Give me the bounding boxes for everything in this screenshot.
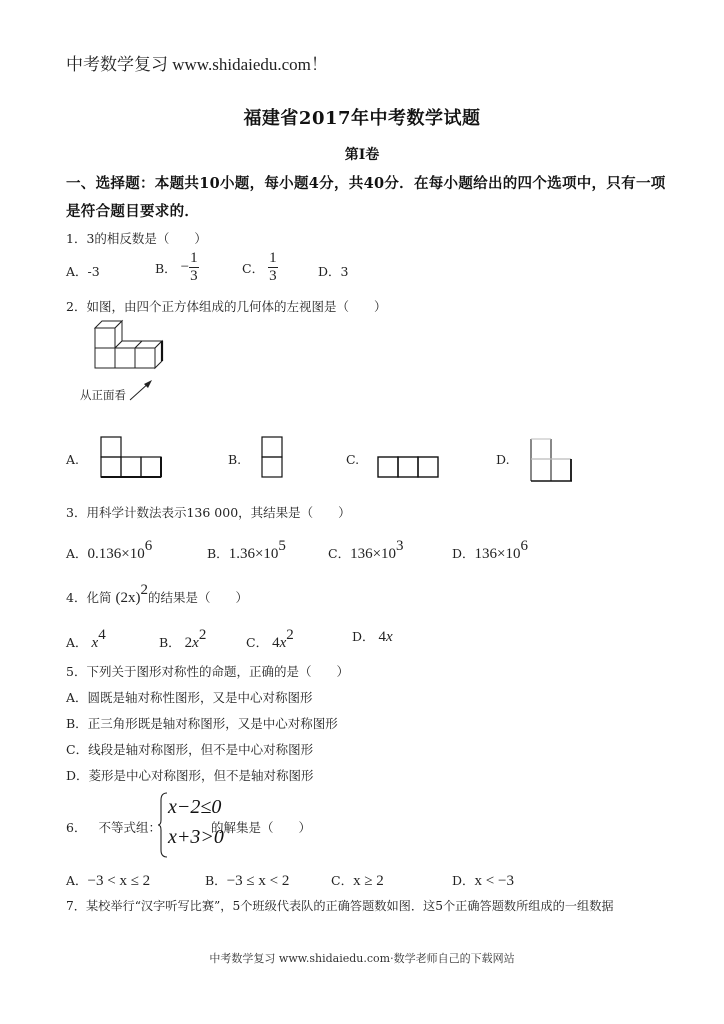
option-value: −3 ≤ x < 2 [226, 873, 290, 889]
brace-icon [158, 792, 168, 858]
fraction [268, 250, 278, 285]
option-label: B． [66, 716, 88, 731]
coefficient: 4 [272, 635, 280, 651]
option-label: D． [452, 546, 475, 561]
q5-option-a [66, 688, 313, 706]
question-stem: 如图，由四个正方体组成的几何体的左视图是（ ） [86, 299, 387, 314]
option-value: x < −3 [474, 873, 514, 889]
exponent: 5 [278, 538, 286, 554]
option-label: A． [66, 635, 88, 650]
option-value: 3 [340, 264, 349, 279]
question-number: 1． [66, 231, 87, 246]
option-label: B． [155, 260, 177, 276]
inequality-2: x+3>0 [168, 826, 224, 848]
denominator: 3 [269, 268, 277, 284]
exponent: 2 [198, 627, 207, 643]
option-value: -3 [87, 264, 100, 279]
question-stem-prefix: 不等式组： [98, 820, 161, 835]
option-label: D． [66, 768, 89, 783]
option-value: 圆既是轴对称性图形，又是中心对称图形 [87, 690, 313, 705]
q6-option-c [331, 871, 384, 890]
question-number: 2． [66, 299, 87, 314]
option-label: A． [66, 264, 88, 279]
option-value: 136×10 [350, 546, 397, 562]
option-value: 136×10 [474, 546, 521, 562]
option-value: 线段是轴对称图形，但不是中心对称图形 [88, 742, 314, 757]
question-stem: 某校举行“汉字听写比赛”，5个班级代表队的正确答题数如图．这5个正确答题数所组成的一组数据 [85, 899, 614, 913]
question-6-suffix: 的解集是（ ） [211, 820, 312, 835]
q2-option-d-figure [530, 438, 576, 484]
q5-option-c [66, 740, 313, 758]
option-label: C． [246, 635, 269, 650]
q4-option-d [352, 627, 393, 646]
q2-option-b-figure [261, 436, 285, 480]
page-footer: 中考数学复习 www.shidaiedu.com·数学老师自己的下载网站 [209, 952, 515, 965]
numerator: 1 [269, 250, 277, 266]
q6-option-d [452, 871, 514, 890]
q2-option-a-label: A. [66, 452, 80, 467]
variable: x [386, 629, 393, 645]
option-label: D． [452, 873, 475, 888]
option-value: x ≥ 2 [353, 873, 384, 889]
q2-option-b-label: B. [228, 452, 242, 467]
option-label: C． [242, 260, 265, 276]
section-instructions-line-1: 一、选择题：本题共10小题，每小题4分，共40分．在每小题给出的四个选项中，只有一项 [66, 175, 666, 192]
inequality-1: x−2≤0 [168, 796, 222, 818]
question-number: 5． [66, 664, 87, 679]
variable: x [91, 635, 99, 651]
option-label: B． [205, 873, 227, 888]
option-label: A． [66, 546, 88, 561]
exponent: 6 [520, 538, 528, 554]
option-value: −3 < x ≤ 2 [87, 873, 151, 889]
q2-option-c-label: C. [346, 452, 360, 467]
option-value: 正三角形既是轴对称图形，又是中心对称图形 [87, 716, 338, 731]
question-number: 3． [66, 505, 87, 520]
q2-option-c-figure [377, 456, 441, 480]
option-value: 菱形是中心对称图形，但不是轴对称图形 [88, 768, 314, 783]
question-number: 4． [66, 590, 87, 605]
question-4 [66, 582, 248, 607]
q2-option-d-label: D. [496, 452, 510, 467]
question-stem: 3的相反数是（ ） [86, 231, 207, 246]
question-number: 7． [66, 899, 86, 913]
option-label: D． [352, 629, 375, 644]
question-stem-prefix: 化简 [86, 590, 112, 605]
question-stem: 下列关于图形对称性的命题，正确的是（ ） [86, 664, 349, 679]
question-5 [66, 662, 349, 680]
exponent: 3 [396, 538, 404, 554]
exponent: 2 [140, 582, 148, 598]
page-header: 中考数学复习 www.shidaiedu.com！ [66, 55, 328, 74]
exponent: 4 [98, 627, 106, 643]
question-1 [66, 229, 207, 247]
coefficient: 4 [378, 629, 387, 645]
coefficient: 2 [184, 635, 193, 651]
option-label: C． [66, 742, 89, 757]
question-2 [66, 297, 386, 315]
q4-option-c [246, 627, 294, 652]
q1-option-a [66, 262, 100, 280]
q1-option-d [318, 262, 348, 280]
q3-option-a [66, 538, 152, 563]
minus-sign: − [180, 259, 190, 275]
question-7 [66, 897, 614, 914]
question-number: 6． [66, 820, 87, 835]
option-label: D． [318, 264, 341, 279]
q1-option-c [242, 250, 278, 285]
q1-option-b [155, 250, 199, 285]
section-instructions-line-2: 是符合题目要求的． [66, 203, 200, 220]
denominator: 3 [190, 268, 198, 284]
option-label: B． [159, 635, 181, 650]
option-label: A． [66, 873, 88, 888]
question-stem-suffix: 的结果是（ ） [147, 590, 248, 605]
option-label: A． [66, 690, 88, 705]
q3-option-d [452, 538, 528, 563]
variable: x [279, 635, 287, 651]
q3-option-c [328, 538, 404, 563]
option-value: 0.136×10 [87, 546, 145, 562]
exam-title: 福建省2017年中考数学试题 [243, 108, 481, 129]
question-6-prefix [66, 818, 161, 836]
option-label: C． [331, 873, 354, 888]
math-expression: (2x) [115, 590, 141, 606]
q4-option-b [159, 627, 206, 652]
q2-option-a-figure [100, 436, 164, 480]
q4-option-a [66, 627, 106, 652]
q5-option-d [66, 766, 314, 784]
q3-option-b [207, 538, 286, 563]
option-label: C． [328, 546, 351, 561]
exponent: 6 [144, 538, 153, 554]
option-value: 1.36×10 [228, 546, 279, 562]
option-label: B． [207, 546, 229, 561]
figure-caption: 从正面看 [80, 388, 126, 402]
question-3 [66, 503, 351, 521]
q6-option-a [66, 871, 150, 890]
fraction [189, 250, 199, 285]
variable: x [192, 635, 199, 651]
q6-option-b [205, 871, 289, 890]
exam-part-title: 第Ⅰ卷 [344, 147, 380, 163]
question-stem: 用科学计数法表示136 000，其结果是（ ） [86, 505, 351, 520]
numerator: 1 [190, 250, 198, 266]
q5-option-b [66, 714, 338, 732]
exponent: 2 [286, 627, 294, 643]
